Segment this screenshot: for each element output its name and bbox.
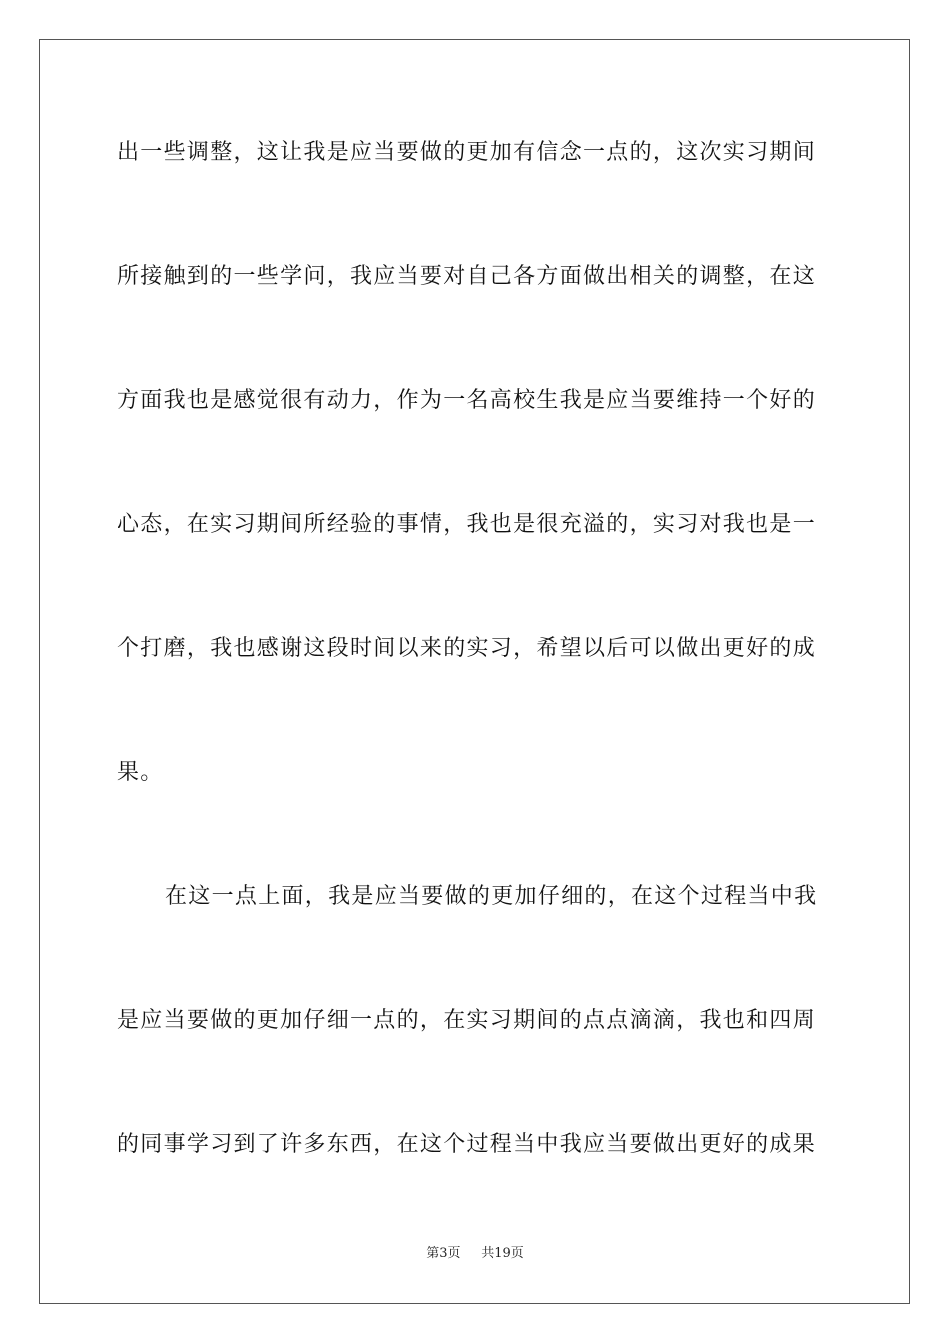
text-line: 方面我也是感觉很有动力，作为一名高校生我是应当要维持一个好的 [117,388,817,413]
page-number: 第3页 [426,1246,461,1261]
text-line: 的同事学习到了许多东西，在这个过程当中我应当要做出更好的成果 [117,1132,817,1157]
paragraph-first-line: 在这一点上面，我是应当要做的更加仔细的，在这个过程当中我 [165,884,818,909]
page-border [39,39,910,1304]
text-line: 出一些调整，这让我是应当要做的更加有信念一点的，这次实习期间 [117,140,817,165]
page-footer [0,1242,950,1261]
text-line: 心态，在实习期间所经验的事情，我也是很充溢的，实习对我也是一 [117,512,817,537]
text-line: 是应当要做的更加仔细一点的，在实习期间的点点滴滴，我也和四周 [117,1008,817,1033]
text-line: 果。 [117,760,164,785]
text-line: 所接触到的一些学问，我应当要对自己各方面做出相关的调整，在这 [117,264,817,289]
page-total: 共19页 [481,1246,524,1261]
text-line: 个打磨，我也感谢这段时间以来的实习，希望以后可以做出更好的成 [117,636,817,661]
